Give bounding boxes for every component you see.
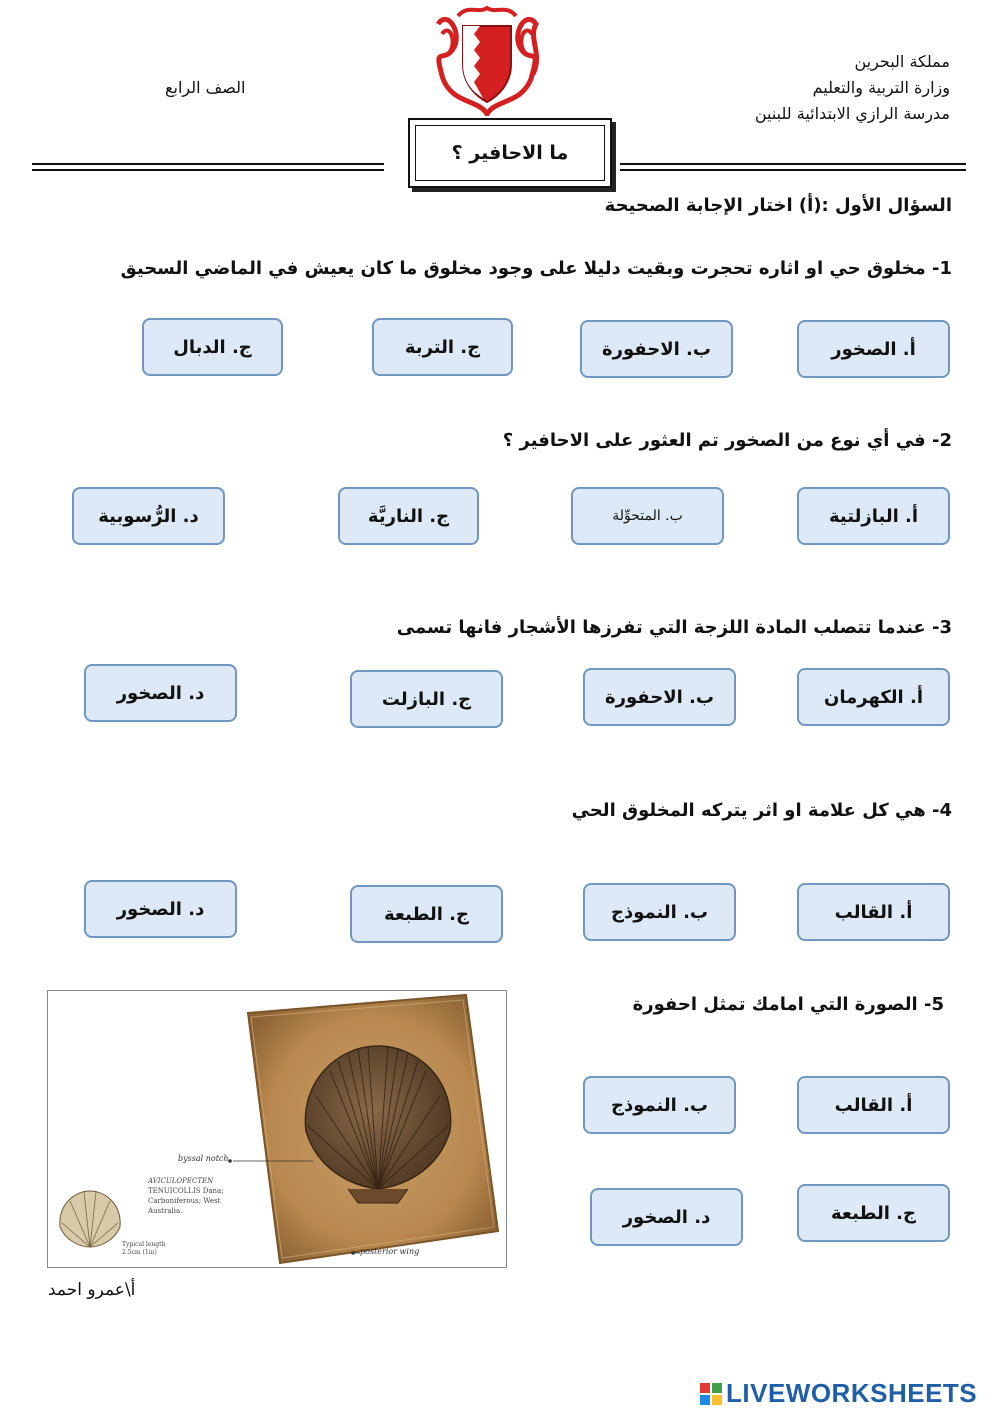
- school-name: مدرسة الرازي الابتدائية للبنين: [754, 104, 950, 123]
- kingdom-name: مملكة البحرين: [854, 52, 950, 71]
- q1-option-a[interactable]: أ. الصخور: [797, 320, 950, 378]
- q2-option-c[interactable]: ج. الناريَّة: [338, 487, 479, 545]
- q5-option-c[interactable]: ج. الطبعة: [797, 1184, 950, 1242]
- q2-option-d[interactable]: د. الرُّسوبية: [72, 487, 225, 545]
- liveworksheets-logo-icon: [700, 1383, 722, 1405]
- author-name: أ\عمرو احمد: [48, 1280, 136, 1300]
- question-3: 3- عندما تتصلب المادة اللزجة التي تفرزها الأشجار فانها تسمى: [396, 617, 952, 638]
- q5-option-d[interactable]: د. الصخور: [590, 1188, 743, 1246]
- q4-option-a[interactable]: أ. القالب: [797, 883, 950, 941]
- q2-option-b[interactable]: ب. المتحوِّلة: [571, 487, 724, 545]
- q4-option-b[interactable]: ب. النموذج: [583, 883, 736, 941]
- q3-option-a[interactable]: أ. الكهرمان: [797, 668, 950, 726]
- q3-option-b[interactable]: ب. الاحفورة: [583, 668, 736, 726]
- question-5: 5- الصورة التي امامك تمثل احفورة: [632, 994, 944, 1015]
- q4-option-d[interactable]: د. الصخور: [84, 880, 237, 938]
- q3-option-d[interactable]: د. الصخور: [84, 664, 237, 722]
- q1-option-d[interactable]: ج. الدبال: [142, 318, 283, 376]
- question-1: 1- مخلوق حي او اثاره تحجرت وبقيت دليلا على وجود مخلوق ما كان يعيش في الماضي السحيق: [120, 258, 952, 279]
- grade-label: الصف الرابع: [165, 78, 246, 97]
- question-4: 4- هي كل علامة او اثر يتركه المخلوق الحي: [571, 800, 952, 821]
- q5-option-a[interactable]: أ. القالب: [797, 1076, 950, 1134]
- brand-name: LIVEWORKSHEETS: [726, 1378, 978, 1408]
- label-species-2: TENUICOLLIS Dana;: [148, 1187, 224, 1195]
- q1-option-b[interactable]: ب. الاحفورة: [580, 320, 733, 378]
- label-species-4: Australia.: [148, 1207, 183, 1215]
- label-species-1: AVICULOPECTEN: [148, 1177, 214, 1185]
- brand-logo: [700, 1378, 977, 1409]
- header-rule-right: [620, 163, 966, 171]
- header-rule-left: [32, 163, 384, 171]
- fossil-photo: [47, 990, 507, 1268]
- q2-option-a[interactable]: أ. البازلتية: [797, 487, 950, 545]
- q1-option-c[interactable]: ج. التربة: [372, 318, 513, 376]
- label-species-3: Carboniferous; West: [148, 1197, 221, 1205]
- fossil-illustration: [48, 991, 506, 1267]
- page-title: ما الاحافير ؟: [415, 125, 605, 181]
- label-byssal-notch: byssal notch: [178, 1154, 229, 1163]
- q3-option-c[interactable]: ج. البازلت: [350, 670, 503, 728]
- label-posterior-wing: posterior wing: [360, 1247, 420, 1256]
- question-2: 2- في أي نوع من الصخور تم العثور على الاحافير ؟: [502, 430, 952, 451]
- section-instruction: السؤال الأول :(أ) اختار الإجابة الصحيحة: [604, 195, 952, 216]
- ministry-name: وزارة التربية والتعليم: [812, 78, 950, 97]
- q5-option-b[interactable]: ب. النموذج: [583, 1076, 736, 1134]
- label-length-value: 2.5cm (1in): [122, 1249, 157, 1256]
- title-box: [408, 118, 612, 188]
- q4-option-c[interactable]: ج. الطبعة: [350, 885, 503, 943]
- bahrain-emblem-icon: [428, 4, 546, 116]
- label-typical-length: Typical length: [122, 1241, 166, 1248]
